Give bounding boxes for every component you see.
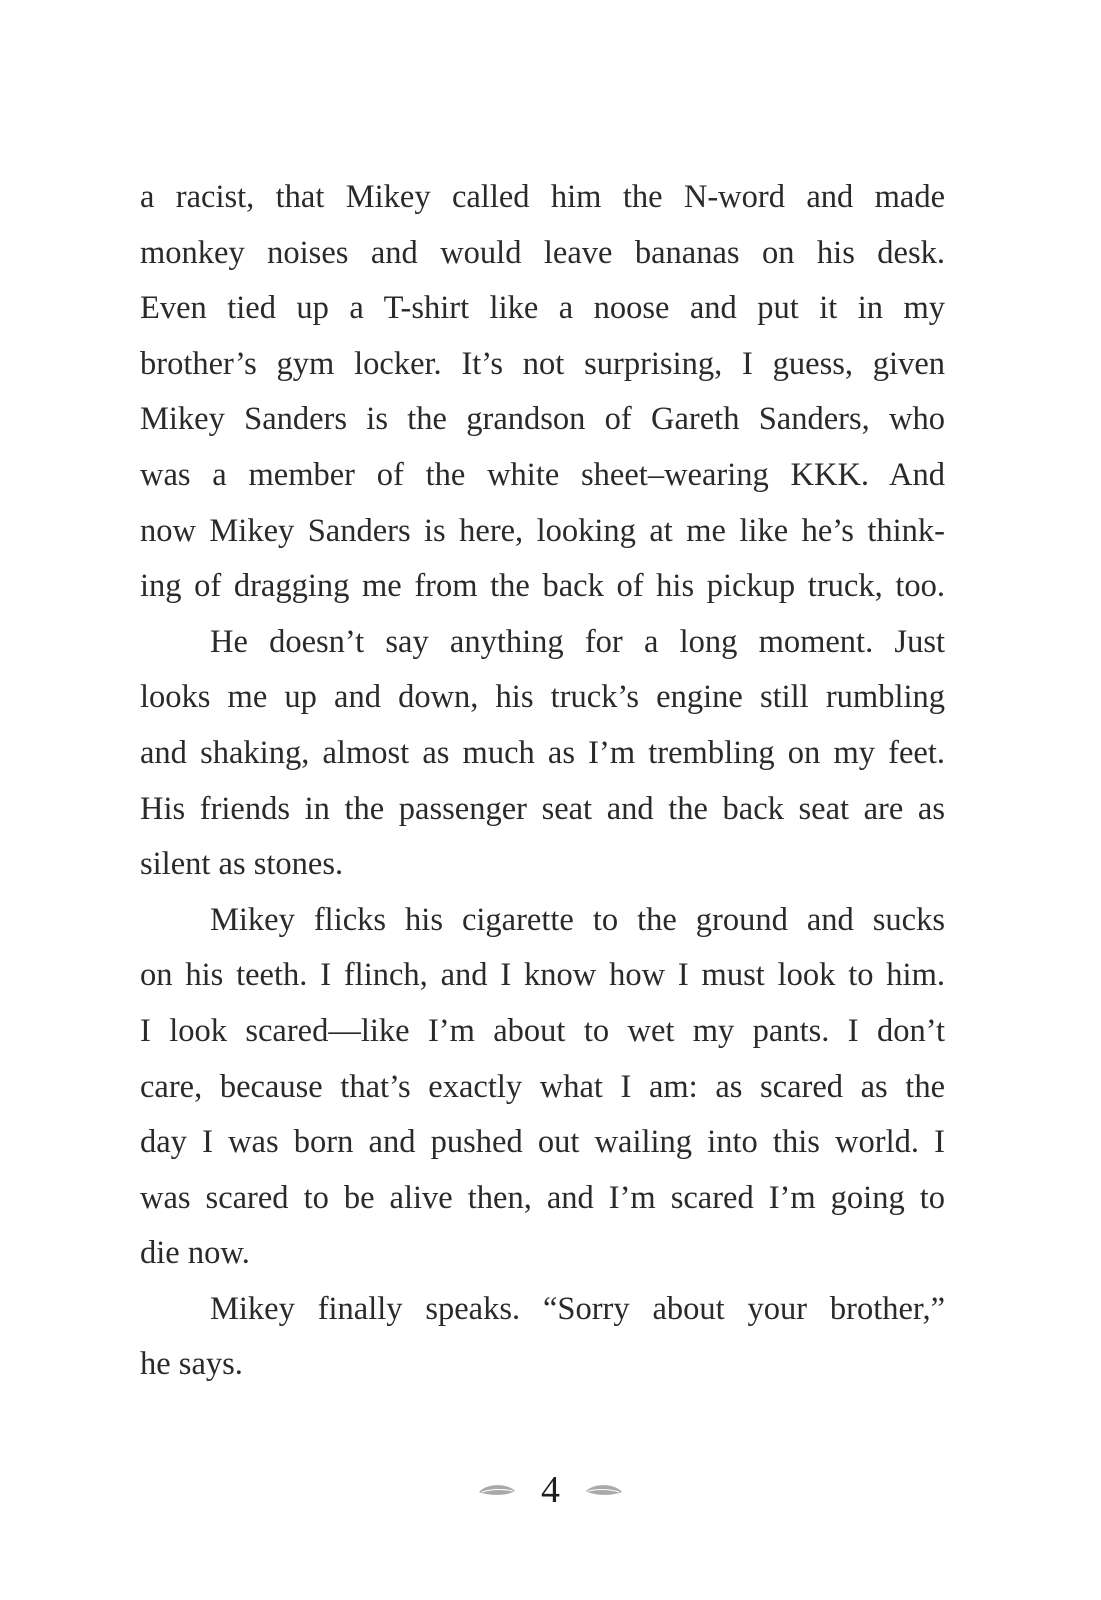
text-line: looks me up and down, his truck’s engine still rumbling xyxy=(140,679,945,716)
page-number: 4 xyxy=(541,1469,560,1511)
text-line: brother’s gym locker. It’s not surprising, I guess, given xyxy=(140,345,945,382)
leaf-icon xyxy=(477,1483,517,1497)
text-line: His friends in the passenger seat and the back seat are as xyxy=(140,790,945,827)
text-line: Even tied up a T-shirt like a noose and put it in my xyxy=(140,290,945,327)
text-line: I look scared—like I’m about to wet my pants. I don’t xyxy=(140,1012,945,1049)
body-text xyxy=(140,170,945,1393)
text-line: He doesn’t say anything for a long moment. Just xyxy=(210,623,945,660)
text-line: was scared to be alive then, and I’m scared I’m going to xyxy=(140,1179,945,1216)
leaf-icon xyxy=(584,1483,624,1497)
text-line: was a member of the white sheet–wearing KKK. And xyxy=(140,456,945,493)
text-line: on his teeth. I flinch, and I know how I must look to him. xyxy=(140,957,945,994)
text-line: monkey noises and would leave bananas on his desk. xyxy=(140,234,945,271)
text-line: Mikey finally speaks. “Sorry about your brother,” xyxy=(210,1290,945,1327)
page-footer xyxy=(0,1468,1101,1512)
text-line: a racist, that Mikey called him the N-word and made xyxy=(140,179,945,215)
text-line: ing of dragging me from the back of his pickup truck, too. xyxy=(140,568,945,605)
text-line: day I was born and pushed out wailing into this world. I xyxy=(140,1124,945,1161)
text-line: silent as stones. xyxy=(140,846,344,883)
text-line: care, because that’s exactly what I am: as scared as the xyxy=(140,1068,945,1105)
text-line: he says. xyxy=(140,1346,243,1383)
text-line: now Mikey Sanders is here, looking at me like he’s think- xyxy=(140,512,945,549)
text-line: Mikey flicks his cigarette to the ground and sucks xyxy=(210,901,945,938)
text-line: Mikey Sanders is the grandson of Gareth Sanders, who xyxy=(140,401,945,438)
text-line: and shaking, almost as much as I’m trembling on my feet. xyxy=(140,734,945,771)
text-line: die now. xyxy=(140,1235,250,1272)
